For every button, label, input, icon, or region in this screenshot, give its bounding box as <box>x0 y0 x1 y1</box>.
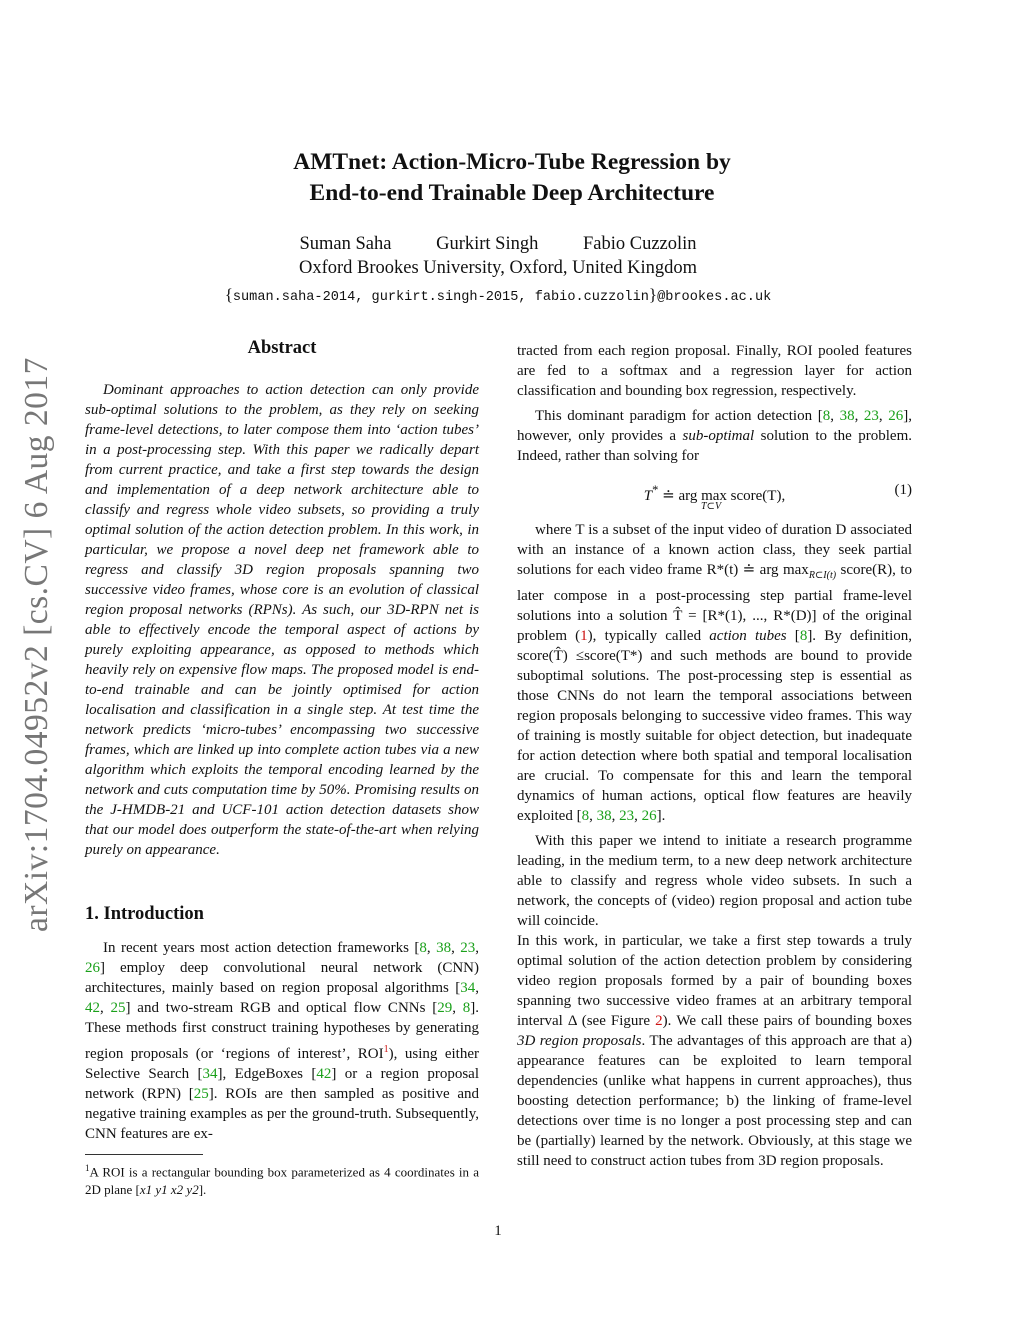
citation-link[interactable]: 23 <box>460 940 476 956</box>
citation-link[interactable]: 8 <box>462 1000 471 1016</box>
right-column <box>517 341 912 1171</box>
paragraph-action-tubes: where T is a subset of the input video of duration D associated with an instance of a known action class, they seek partial solutions for each video frame R*(t) ≐ arg $\max_{R\subset I(t)}$ score(R), to later compose in a post-processing step partial frame-level solutions into a solution T̂ = [R*(1), ..., R*(D)] of the original problem (1), typically called action tubes [8]. By definition, score(T̂) ≤score(T*) and such methods are bound to provide suboptimal solutions. The post-processing step is essential as those CNNs do not learn the temporal associations between region proposals belonging to successive video frames. This way of training is mostly suitable for object detection, but inadequate for action detection where both spatial and temporal localisation are crucial. To compensate for this and learn the temporal dynamics of human actions, optical flow features are heavily exploited [8, 38, 23, 26]. <box>517 522 913 824</box>
emphasis: sub-optimal <box>682 428 755 444</box>
paragraph-roi-pooling: tracted from each region proposal. Finally, ROI pooled features are fed to a softmax and a regression layer for action classification and bounding box regression, respectively. <box>517 343 912 399</box>
paragraph-dominant-paradigm: This dominant paradigm for action detection [8, 38, 23, 26], however, only provides a sub-optimal solution to the problem. Indeed, rather than solving for <box>517 408 913 464</box>
citation-link[interactable]: 8 <box>581 808 590 824</box>
abstract-body <box>85 380 479 860</box>
citation-link[interactable]: 26 <box>85 960 100 976</box>
equation-ref-link[interactable]: 1 <box>580 628 588 644</box>
abstract-heading: Abstract <box>247 338 317 358</box>
author-emails: {suman.saha-2014, gurkirt.singh-2015, fabio.cuzzolin}@brookes.ac.uk <box>224 285 772 305</box>
title-line-1: AMTnet: Action-Micro-Tube Regression by <box>293 149 731 175</box>
citation-link[interactable]: 38 <box>839 408 855 424</box>
paper-title <box>0 147 1024 209</box>
paragraph-research-programme: With this paper we intend to initiate a research programme leading, in the medium term, to a new deep network architecture able to classify and regress whole video subsets. In such a network, the concepts of (video) region proposal and action tube will coincide. <box>517 833 912 929</box>
citation-link[interactable]: 34 <box>460 980 476 996</box>
citation-link[interactable]: 42 <box>316 1066 332 1082</box>
page-number: 1 <box>494 1223 502 1239</box>
equation-1: T* ≐ arg max score(T), T⊂V (1) <box>517 480 912 506</box>
citation-link[interactable]: 25 <box>110 1000 126 1016</box>
arxiv-stamp: arXiv:1704.04952v2 [cs.CV] 6 Aug 2017 <box>18 357 55 932</box>
introduction-body <box>85 938 479 1144</box>
footnote: $^1$A ROI is a rectangular bounding box parameterized as 4 coordinates in a 2D plane [x1 y1 x2 y2]. <box>85 1163 479 1198</box>
citation-link[interactable]: 29 <box>437 1000 453 1016</box>
paragraph-3d-region-proposals: In this work, in particular, we take a first step towards a truly optimal solution of the action detection problem by considering video region proposals formed by a pair of bounding boxes spanning two successive video frames at an arbitrary temporal interval Δ (see Figure 2). We call these pairs of bounding boxes 3D region proposals. The advantages of this approach are that a) appearance features can be exploited to learn temporal dependencies (unlike what happens in current approaches), thus boosting detection performance; b) the linking of frame-level detections over time is no longer a post processing step and can be (partially) learned by the network. Obviously, at this stage we still need to construct action tubes from 3D region proposals. <box>517 933 913 1169</box>
footnote-math: x1 y1 x2 y2 <box>139 1182 199 1198</box>
author-3: Fabio Cuzzolin <box>582 234 697 254</box>
figure-ref-link[interactable]: 2 <box>655 1013 663 1029</box>
title-line-2: End-to-end Trainable Deep Architecture <box>309 180 715 206</box>
footnote-link[interactable]: 1 <box>383 1044 389 1055</box>
emphasis: action tubes <box>709 628 787 644</box>
emphasis: 3D region proposals <box>517 1033 642 1049</box>
equation-subscript: T⊂V <box>701 501 722 512</box>
citation-link[interactable]: 23 <box>619 808 635 824</box>
citation-link[interactable]: 8 <box>822 408 831 424</box>
intro-paragraph: In recent years most action detection frameworks [8, 38, 23, 26] employ deep convolutional neural network (CNN) architectures, mainly based on region proposal algorithms [34, 42, 25] and two-stream RGB and optical flow CNNs [29, 8]. These methods first construct training hypotheses by generating region proposals (or ‘regions of interest’, ROI$^1$), using either Selective Search [34], EdgeBoxes [42] or a region proposal network (RPN) [25]. ROIs are then sampled as positive and negative training examples as per the ground-truth. Subsequently, CNN features are ex- <box>85 940 480 1142</box>
citation-link[interactable]: 25 <box>193 1086 209 1102</box>
citation-link[interactable]: 42 <box>85 1000 100 1016</box>
author-list <box>0 234 996 255</box>
equation-number: (1) <box>894 482 912 498</box>
citation-link[interactable]: 23 <box>863 408 879 424</box>
footnote-mark: 1 <box>85 1163 90 1173</box>
citation-link[interactable]: 38 <box>596 808 612 824</box>
section-heading-introduction: 1. Introduction <box>85 904 204 924</box>
citation-link[interactable]: 8 <box>799 628 808 644</box>
citation-link[interactable]: 8 <box>419 940 427 956</box>
footnote-divider <box>85 1154 203 1155</box>
citation-link[interactable]: 34 <box>202 1066 218 1082</box>
email-list: suman.saha-2014, gurkirt.singh-2015, fabio.cuzzolin <box>232 290 649 305</box>
citation-link[interactable]: 26 <box>888 408 904 424</box>
author-2: Gurkirt Singh <box>436 234 539 254</box>
author-1: Suman Saha <box>299 234 392 254</box>
citation-link[interactable]: 26 <box>641 808 657 824</box>
affiliation: Oxford Brookes University, Oxford, United Kingdom <box>298 258 698 278</box>
email-domain: @brookes.ac.uk <box>657 290 772 305</box>
abstract-text: Dominant approaches to action detection can only provide sub-optimal solutions to the problem, as they rely on seeking frame-level detections, to later compose them into ‘action tubes’ in a post-processing step. With this paper we radically depart from current practice, and take a first step towards the design and implementation of a deep network architecture able to classify and regress whole video subsets, so providing a truly optimal solution of the action detection problem. In this work, in particular, we propose a novel deep net framework able to regress and classify 3D region proposals spanning two successive video frames, whose core is an evolution of classical region proposal networks (RPNs). As such, our 3D-RPN net is able to effectively encode the temporal aspect of actions by purely exploiting appearance, as opposed to methods which heavily rely on expensive flow maps. The proposed model is end-to-end trainable and can be jointly optimised for action localisation and classification in a single step. At test time the network predicts ‘micro-tubes’ encompassing two successive frames, which are linked up into complete action tubes via a new algorithm which exploits the temporal encoding learned by the network and cuts computation time by 50%. Promising results on the J-HMDB-21 and UCF-101 action detection datasets show that our model does outperform the state-of-the-art when relying purely on appearance. <box>85 382 479 858</box>
citation-link[interactable]: 38 <box>436 940 452 956</box>
